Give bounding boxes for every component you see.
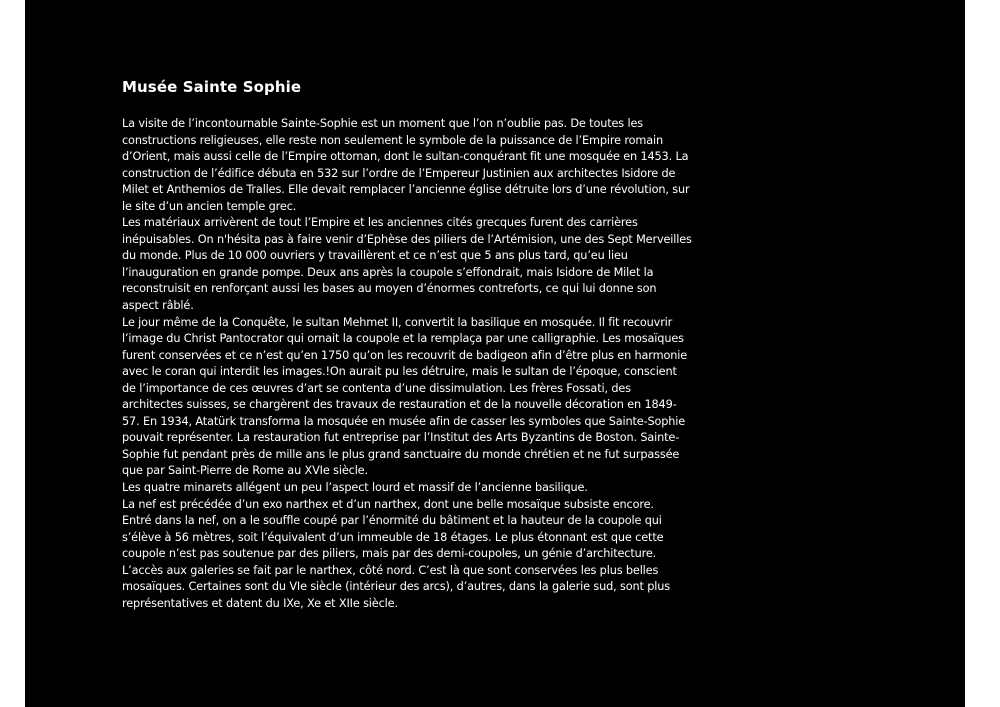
paragraph-nave: Entré dans la nef, on a le souffle coupé par l’énormité du bâtiment et la hauteur de la coupole qui s’élève à 56 mètres, soit l’équivalent d’un immeuble de 18 étages. Le plus étonnant est que cette coupole n’est pas soutenue par des piliers, mais par des demi-coupoles, un génie d’architecture.: [122, 514, 664, 561]
paragraph-narthex: La nef est précédée d’un exo narthex et d’un narthex, dont une belle mosaïque subsiste encore.: [122, 497, 654, 511]
paragraph-conquest: Le jour même de la Conquête, le sultan Mehmet II, convertit la basilique en mosquée. Il fit recouvrir l’image du Christ Pantocrator qui ornait la coupole et la remplaça par une calligraphie. Les mosaïques furent conservées et ce n’est qu’en 1750 qu’on les recouvrit de badigeon afin d’être plus en harmonie avec le coran qui interdit les images.!On aurait pu les détruire, mais le sultan de l’époque, conscient de l’importance de ces œuvres d’art se contenta d’une dissimulation. Les frères Fossati, des architectes suisses, se chargèrent des travaux de restauration et de la nouvelle décoration en 1849-57. En 1934, Atatürk transforma la mosquée en musée afin de casser les symboles que Sainte-Sophie pouvait représenter. La restauration fut entreprise par l’Institut des Arts Byzantins de Boston. Sainte-Sophie fut pendant près de mille ans le plus grand sanctuaire du monde chrétien et ne fut surpassée que par Saint-Pierre de Rome au XVIe siècle.: [122, 315, 688, 478]
document-page: [25, 0, 965, 707]
paragraph-minarets: Les quatre minarets allégent un peu l’aspect lourd et massif de l’ancienne basilique.: [122, 481, 588, 495]
document-title: Musée Sainte Sophie: [122, 78, 302, 96]
paragraph-intro: La visite de l’incontournable Sainte-Sophie est un moment que l’on n’oublie pas. De toutes les constructions religieuses, elle reste non seulement le symbole de la puissance de l’Empire romain d’Orient, mais aussi celle de l’Empire ottoman, dont le sultan-conquérant fit une mosquée en 1453. La construction de l’édifice débuta en 532 sur l’ordre de l’Empereur Justinien aux architectes Isidore de Milet et Anthemios de Tralles. Elle devait remplacer l’ancienne église détruite lors d’une révolution, sur le site d’un ancien temple grec.: [122, 117, 690, 213]
paragraph-galleries: L’accès aux galeries se fait par le narthex, côté nord. C’est là que sont conservées les plus belles mosaïques. Certaines sont du VIe siècle (intérieur des arcs), d’autres, dans la galerie sud, sont plus représentatives et datent du IXe, Xe et XIIe siècle.: [122, 563, 670, 610]
paragraph-materials: Les matériaux arrivèrent de tout l’Empire et les anciennes cités grecques furent des carrières inépuisables. On n'hésita pas à faire venir d’Ephèse des piliers de l’Artémision, une des Sept Merveilles du monde. Plus de 10 000 ouvriers y travaillèrent et ce n’est que 5 ans plus tard, qu’eu lieu l’inauguration en grande pompe. Deux ans après la coupole s’effondrait, mais Isidore de Milet la reconstruisit en renforçant aussi les bases au moyen d’énormes contreforts, ce qui lui donne son aspect râblé.: [122, 216, 692, 313]
document-content: [122, 74, 692, 612]
